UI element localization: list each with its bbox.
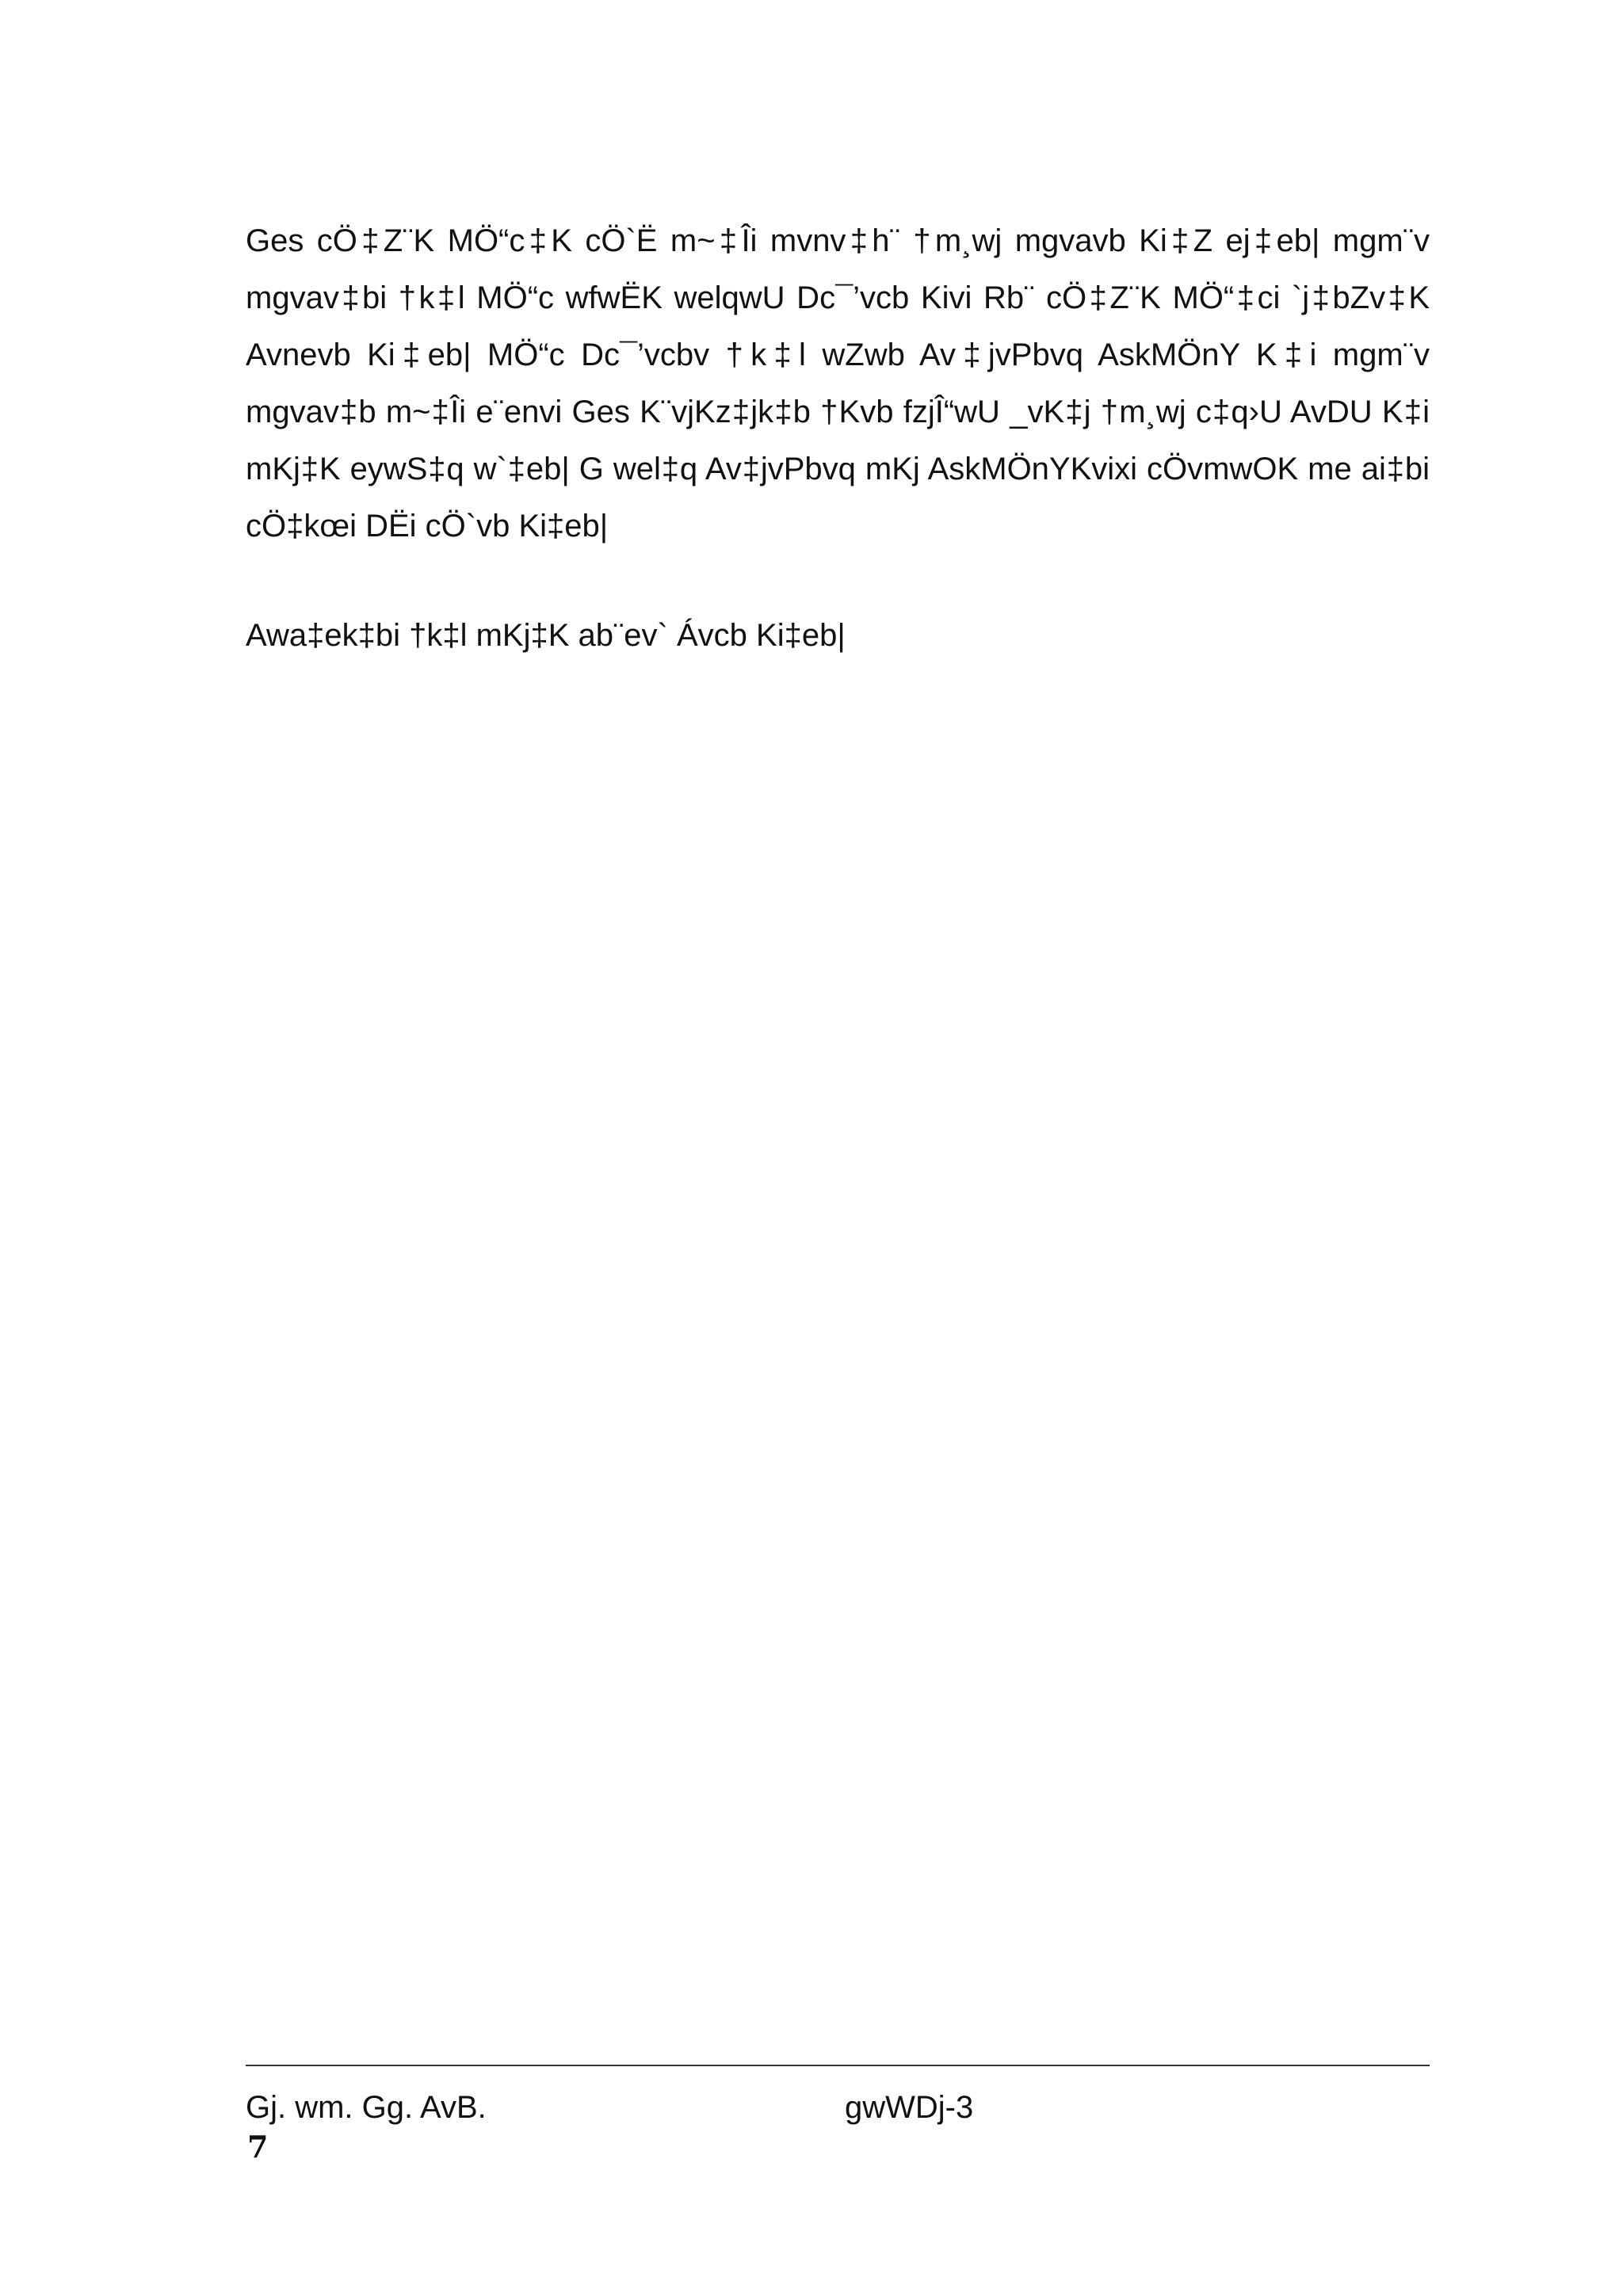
footer-divider (246, 2065, 1430, 2066)
body-content (246, 212, 1430, 664)
page-number: 7 (247, 2129, 269, 2164)
body-paragraph-1: Ges cÖ‡Z¨K MÖ“c‡K cÖ`Ë m~‡Îi mvnv‡h¨ †m¸wj mgvavb Ki‡Z ej‡eb| mgm¨v mgvav‡bi †k‡l MÖ“c wfwËK welqwU Dc¯’vcb Kivi Rb¨ cÖ‡Z¨K MÖ“‡ci `j‡bZv‡K Avnevb Ki‡eb| MÖ“c Dc¯’vcbv †k‡l wZwb Av‡jvPbvq AskMÖnY K‡i mgm¨v mgvav‡b m~‡Îi e¨envi Ges K¨vjKz‡jk‡b †Kvb fzjÎ“wU _vK‡j †m¸wj c‡q›U AvDU K‡i mKj‡K eywS‡q w`‡eb| G wel‡q Av‡jvPbvq mKj AskMÖnYKvixi cÖvmwOK me ai‡bi cÖ‡kœi DËi cÖ`vb Ki‡eb| (246, 223, 1430, 543)
footer-left-text: Gj. wm. Gg. AvB. (246, 2090, 487, 2125)
footer-module-label: gwWDj-3 (845, 2090, 974, 2125)
body-paragraph-2: Awa‡ek‡bi †k‡l mKj‡K ab¨ev` Ávcb Ki‡eb| (246, 618, 846, 653)
